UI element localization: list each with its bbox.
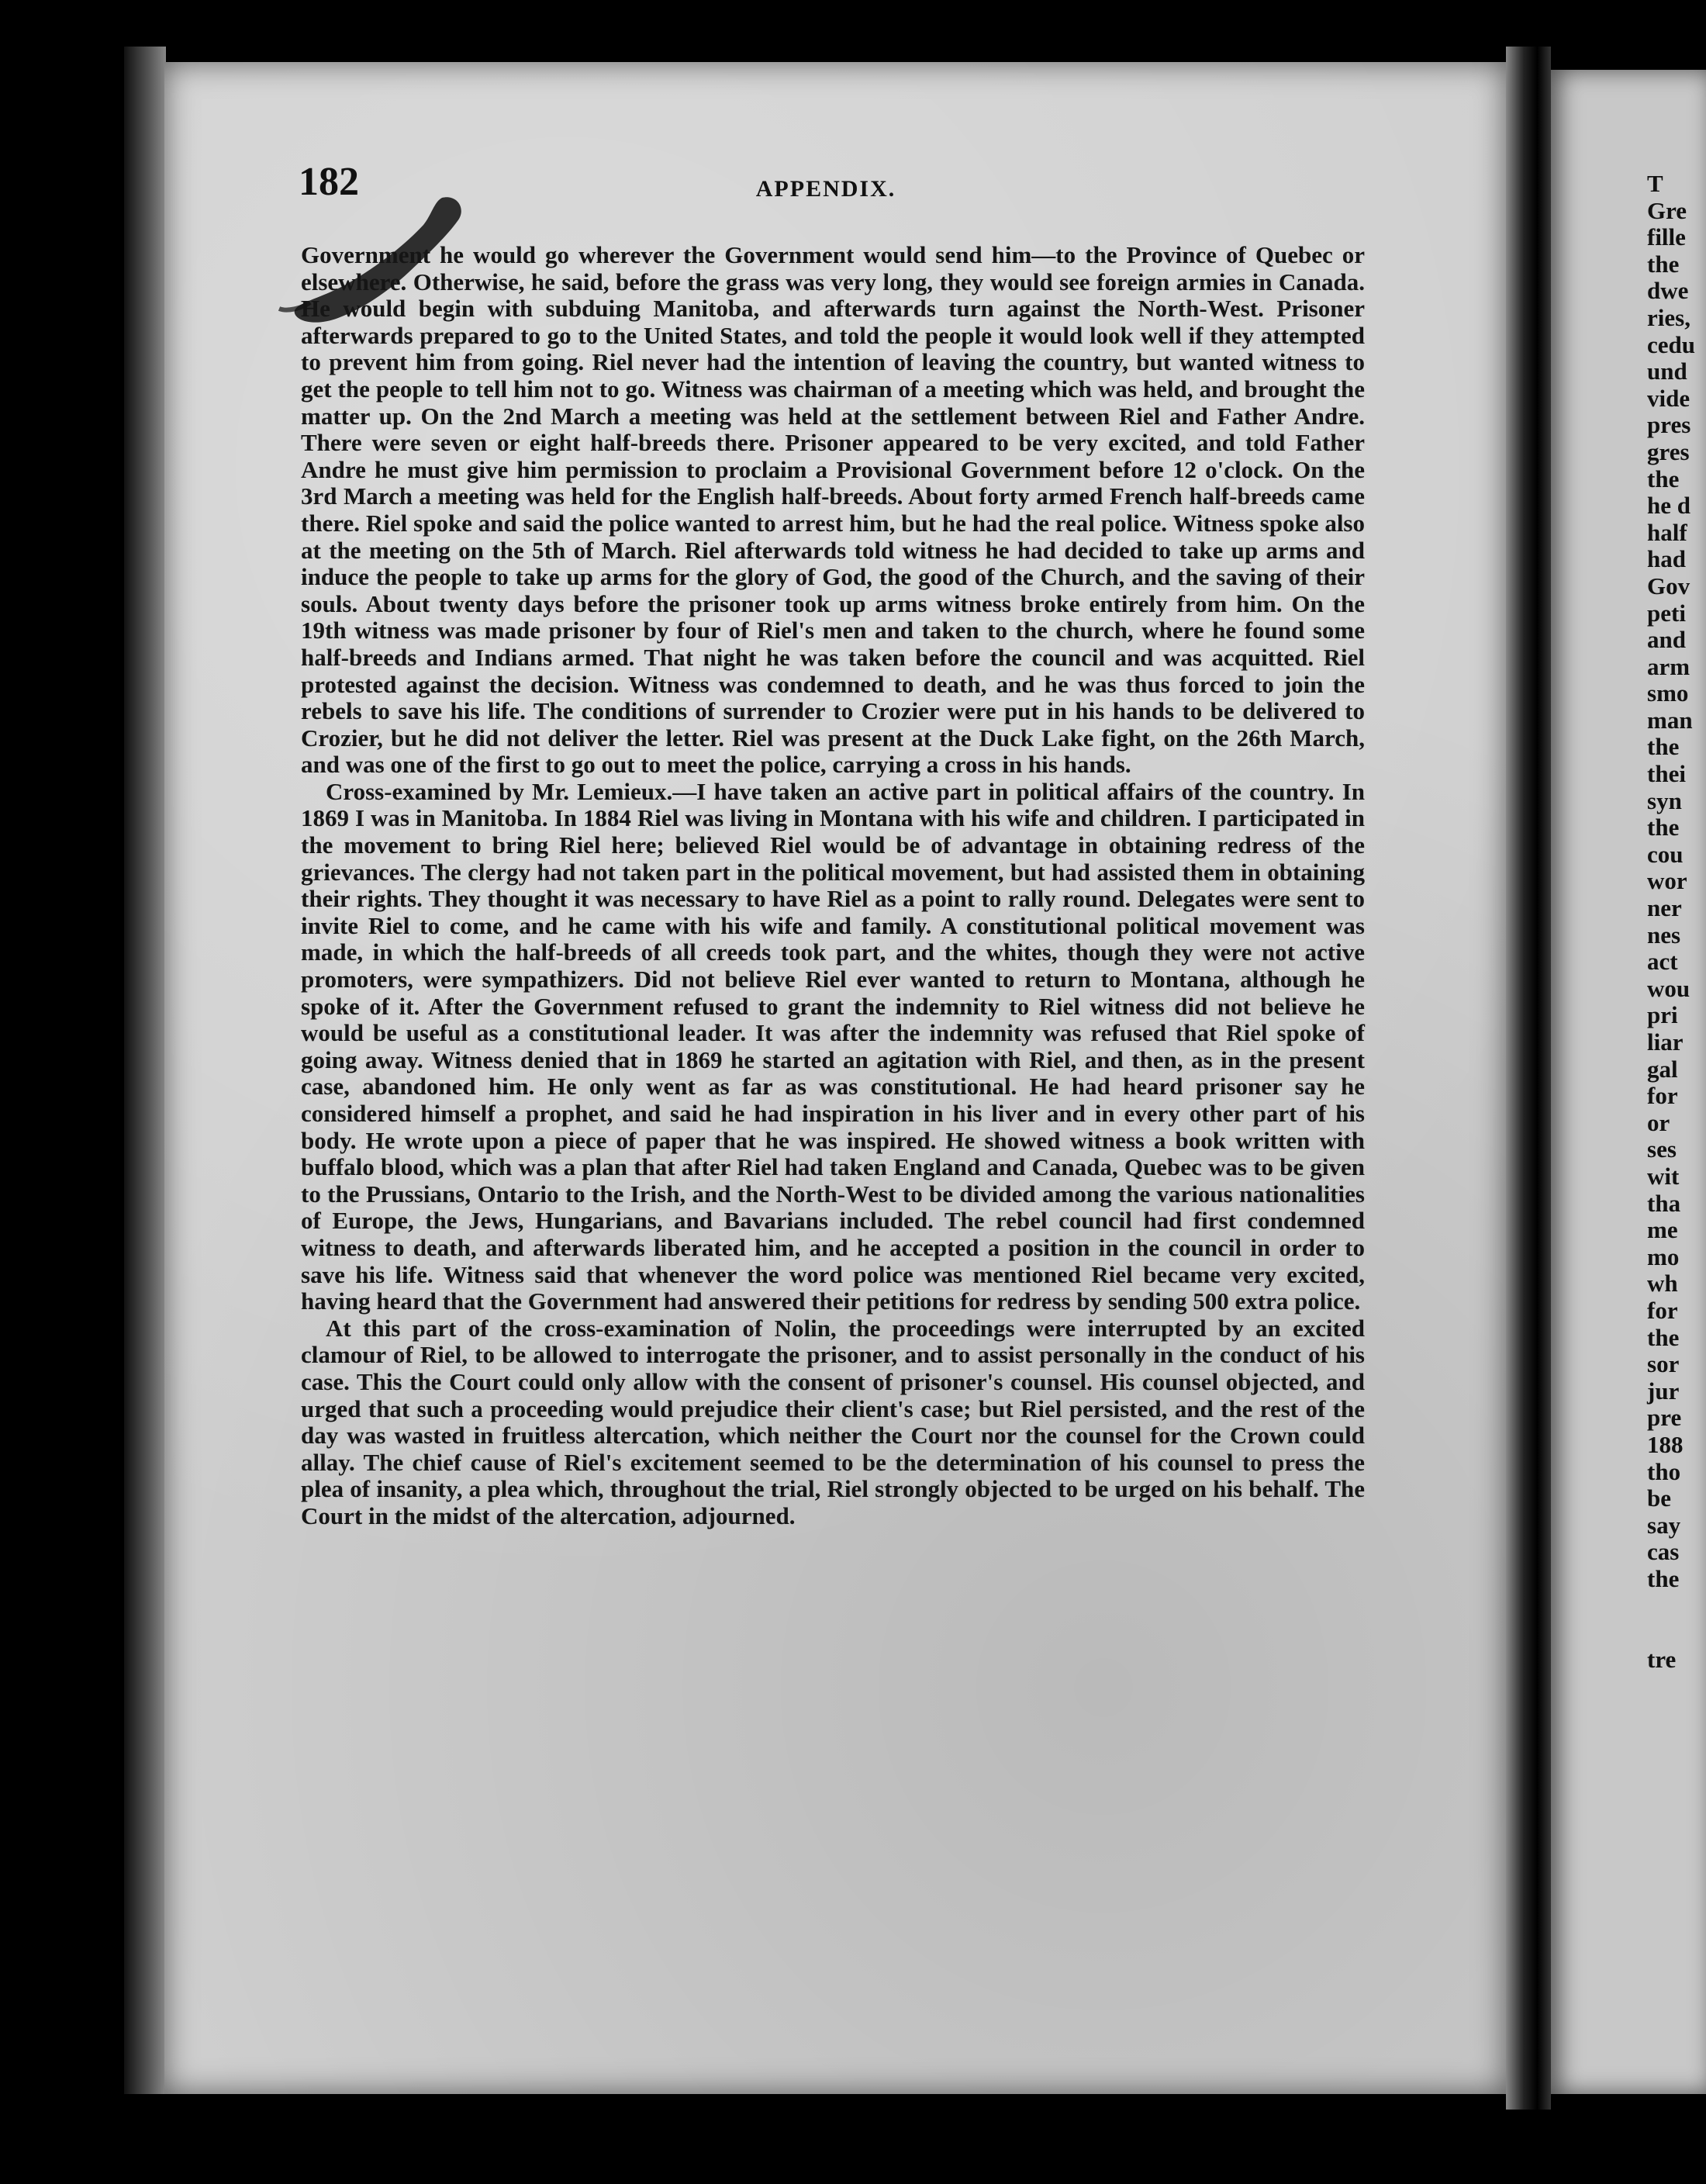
paragraph-testimony: Government he would go wherever the Government would send him—to the Province of Quebec or elsewhere. Otherwise, he said, before the grass was very long, they would see foreign armies in Canada. He would begin with subduing Manitoba, and afterwards turn against the North-West. Prisoner afterwards prepared to go to the United States, and told the people it would look well if they attempted to prevent him from going. Riel never had the intention of leaving the country, but wanted witness to get the people to tell him not to go. Witness was chairman of a meeting which was held, and brought the matter up. On the 2nd March a meeting was held at the settlement between Riel and Father Andre. There were seven or eight half-breeds there. Prisoner appeared to be very excited, and told Father Andre he must give him permission to proclaim a Provisional Government before 12 o'clock. On the 3rd March a meeting was held for the English half-breeds. About forty armed French half-breeds came there. Riel spoke and said the police wanted to arrest him, but he had the real police. Witness spoke also at the meeting on the 5th of March. Riel afterwards told witness he had decided to take up arms and induce the people to take up arms for the glory of God, the good of the Church, and the saving of their souls. About twenty days before the prisoner took up arms witness broke entirely from him. On the 19th witness was made prisoner by four of Riel's men and taken to the church, where he found some half-breeds and Indians armed. That night he was taken before the council and was acquitted. Riel protested against the decision. Witness was condemned to death, and he was thus forced to join the rebels to save his life. The conditions of surrender to Crozier were put in his hands to be delivered to Crozier, but he did not deliver the letter. Riel was present at the Duck Lake fight, on the 26th March, and was one of the first to go out to meet the police, carrying a cross in his hands. xyxy=(301,241,1365,779)
running-head: APPENDIX. xyxy=(755,176,896,202)
paragraph-interruption: At this part of the cross-examination of Nolin, the proceedings were interrupted by an excited clamour of Riel, to be allowed to interrogate the prisoner, and to assist personally in the conduct of his case. This the Court could only allow with the consent of prisoner's counsel. His counsel objected, and urged that such a proceeding would prejudice their client's case; but Riel persisted, and the rest of the day was wasted in fruitless altercation, which neither the Court nor the counsel for the Crown could allay. The chief cause of Riel's excitement seemed to be the determination of his counsel to press the plea of insanity, a plea which, throughout the trial, Riel strongly objected to be urged on his behalf. The Court in the midst of the altercation, adjourned. xyxy=(301,1314,1365,1529)
adjacent-page xyxy=(1551,70,1706,2094)
body-text xyxy=(301,242,1365,1530)
adjacent-page-text-fragments: T Gre fille the dwe ries, cedu und vide pres gres the he d half had Gov peti and arm smo man the thei syn the cou wor ner nes act wou pri liar gal for or ses wit tha me mo wh for the sor jur pre 188 tho be say cas the tre xyxy=(1647,170,1695,1673)
paragraph-cross-examination: Cross-examined by Mr. Lemieux.—I have taken an active part in political affairs of the country. In 1869 I was in Manitoba. In 1884 Riel was living in Montana with his wife and children. I participated in the movement to bring Riel here; believed Riel would be of advantage in obtaining redress of the grievances. The clergy had not taken part in the political movement, but had assisted them in obtaining their rights. They thought it was necessary to have Riel as a point to rally round. Delegates were sent to invite Riel to come, and he came with his wife and family. A constitutional political movement was made, in which the half-breeds of all creeds took part, and the whites, though they were not active promoters, were sympathizers. Did not believe Riel ever wanted to return to Montana, although he spoke of it. After the Government refused to grant the indemnity to Riel witness did not believe he would be useful as a constitutional leader. It was after the indemnity was refused that Riel spoke of going away. Witness denied that in 1869 he started an agitation with Riel, and then, as in the present case, abandoned him. He only went as far as was constitutional. He had heard prisoner say he considered himself a prophet, and said he had inspiration in his liver and in every other part of his body. He wrote upon a piece of paper that he was inspired. He showed witness a book written with buffalo blood, which was a plan that after Riel had taken England and Canada, Quebec was to be given to the Prussians, Ontario to the Irish, and the North-West to be divided among the various nationalities of Europe, the Jews, Hungarians, and Bavarians included. The rebel council had first condemned witness to death, and afterwards liberated him, and he accepted a position in the council in order to save his life. Witness said that whenever the word police was mentioned Riel became very excited, having heard that the Government had answered their petitions for redress by sending 500 extra police. xyxy=(301,777,1365,1315)
page-number: 182 xyxy=(299,160,359,204)
book-binding-left xyxy=(124,47,166,2094)
book-gutter xyxy=(1506,47,1551,2110)
page-header xyxy=(299,159,1353,213)
